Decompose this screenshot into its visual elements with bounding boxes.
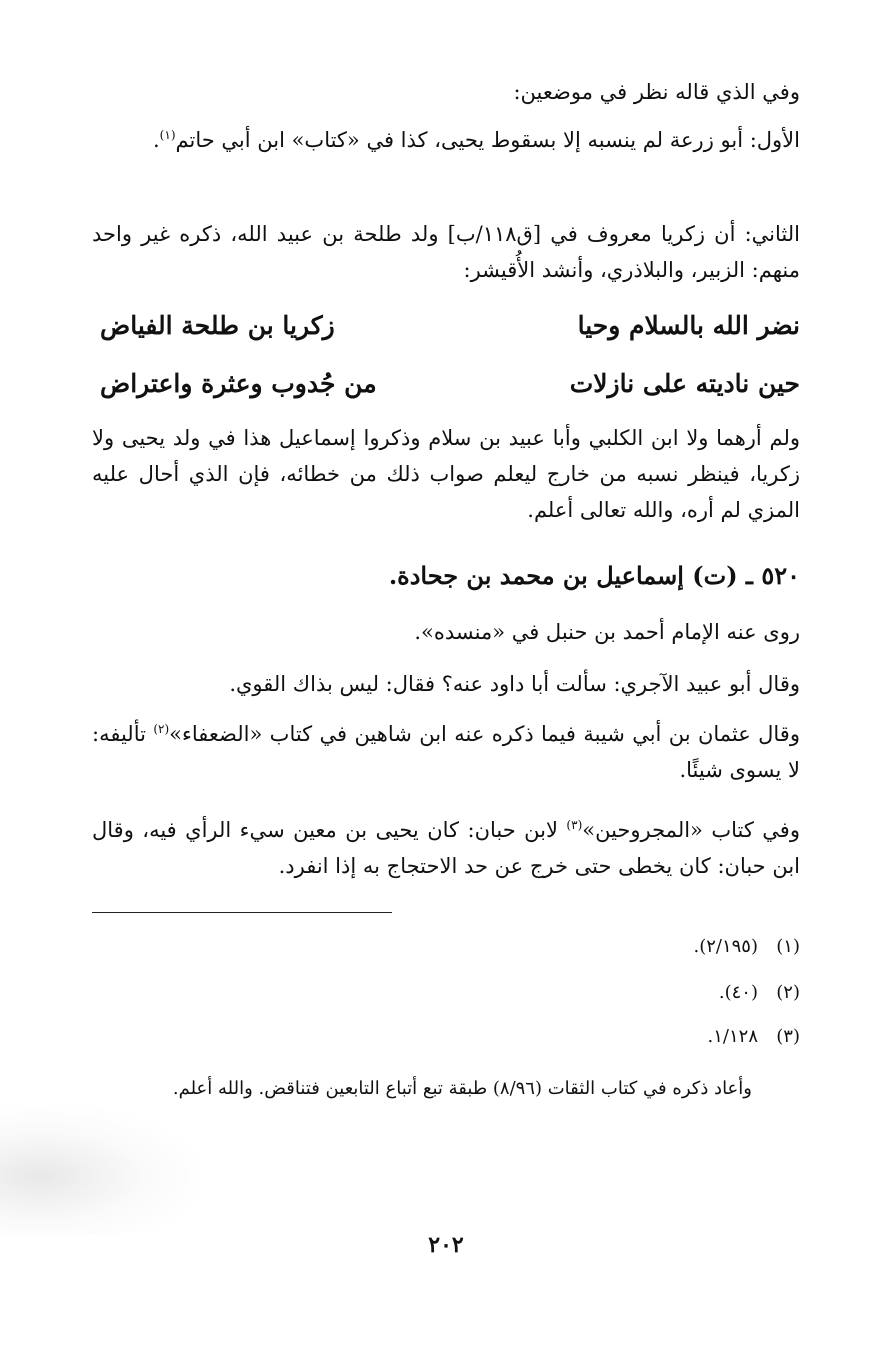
verse-2-second-hemistich: من جُدوب وعثرة واعتراض: [100, 369, 377, 398]
entry-heading: ٥٢٠ ـ (ت) إسماعيل بن محمد بن جحادة.: [388, 561, 800, 590]
first-point-text: الأول: أبو زرعة لم ينسبه إلا بسقوط يحيى، كذا في «كتاب» ابن أبي حاتم: [175, 128, 800, 152]
first-point-end: .: [152, 128, 160, 152]
uthman-end: تأليفه: لا يسوى شيئًا.: [92, 722, 800, 782]
paragraph-majruhin: [92, 812, 800, 884]
footnote-divider: [92, 912, 392, 913]
paragraph-second-point: الثاني: أن زكريا معروف في [ق١١٨/ب] ولد طلحة بن عبيد الله، ذكره غير واحد منهم: الزبير، والبلاذري، وأنشد الأُقيشر:: [92, 222, 800, 282]
paragraph-intro: وفي الذي قاله نظر في موضعين:: [513, 80, 800, 104]
footnote-3-text: ١/١٢٨.: [707, 1026, 758, 1047]
footnote-1-text: (٢/١٩٥).: [693, 936, 758, 957]
majruhin-text-b: لابن حبان: كان يحيى بن معين سيء الرأي فيه، وقال ابن حبان: كان يخطى حتى خرج عن حد الاحتجاج به إذا انفرد.: [92, 818, 800, 878]
footnote-3: [92, 1022, 800, 1052]
footnote-1-number: (١): [776, 936, 800, 957]
footnote-ref-2[interactable]: (٢): [153, 722, 170, 736]
majruhin-text-a: وفي كتاب «المجروحين»: [582, 818, 800, 842]
paragraph-uthman: [92, 716, 800, 788]
footnote-2-text: (٤٠).: [718, 982, 758, 1003]
paragraph-narration: روى عنه الإمام أحمد بن حنبل في «منسده».: [414, 620, 800, 644]
paragraph-first-point: [92, 122, 800, 158]
footnote-continuation: وأعاد ذكره في كتاب الثقات (٨/٩٦) طبقة تبع أتباع التابعين فتناقض. والله أعلم.: [172, 1078, 752, 1099]
paragraph-commentary: ولم أرهما ولا ابن الكلبي وأبا عبيد بن سلام وذكروا إسماعيل هذا في ولد يحيى ولا زكريا، فينظر نسبه من خارج ليعلم صواب ذلك من خطائه، فإن الذي أحال عليه المزي لم أره، والله تعالى أعلم.: [92, 426, 800, 522]
verse-2-first-hemistich: حين ناديته على نازلات: [569, 369, 800, 398]
verse-line-1: [100, 306, 800, 346]
footnote-3-number: (٣): [776, 1026, 800, 1047]
footnote-ref-1[interactable]: (١): [159, 128, 176, 142]
footnote-1: [92, 932, 800, 962]
verse-1-first-hemistich: نضر الله بالسلام وحيا: [577, 311, 800, 340]
page-number: ٢٠٢: [428, 1232, 464, 1258]
uthman-text: وقال عثمان بن أبي شيبة فيما ذكره عنه ابن شاهين في كتاب «الضعفاء»: [169, 722, 800, 746]
scan-artifact: [0, 1105, 200, 1235]
verse-line-2: [100, 364, 800, 404]
footnote-2-number: (٢): [776, 982, 800, 1003]
verse-1-second-hemistich: زكريا بن طلحة الفياض: [100, 311, 335, 340]
footnote-ref-3[interactable]: (٣): [566, 818, 583, 832]
paragraph-ajurri: وقال أبو عبيد الآجري: سألت أبا داود عنه؟ فقال: ليس بذاك القوي.: [229, 672, 800, 696]
footnote-2: [92, 978, 800, 1008]
